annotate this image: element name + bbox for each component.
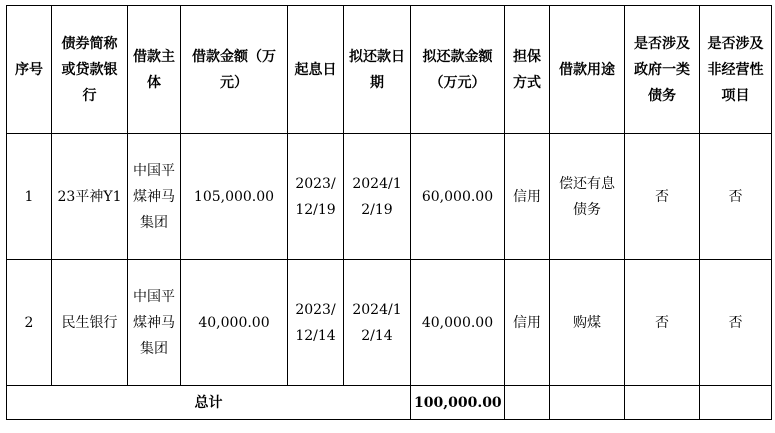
header-purpose: 借款用途 bbox=[550, 6, 625, 134]
table-row bbox=[7, 260, 772, 386]
header-lender: 债券简称或贷款银行 bbox=[52, 6, 128, 134]
row-guarantee: 信用 bbox=[505, 260, 550, 386]
row-amount: 105,000.00 bbox=[181, 134, 288, 260]
header-gov-debt: 是否涉及政府一类债务 bbox=[625, 6, 700, 134]
header-guarantee: 担保方式 bbox=[505, 6, 550, 134]
row-borrower: 中国平煤神马集团 bbox=[128, 260, 181, 386]
header-non-operating: 是否涉及非经营性项目 bbox=[700, 6, 772, 134]
total-empty-cell bbox=[625, 386, 700, 420]
total-empty-cell bbox=[700, 386, 772, 420]
row-start-date: 2023/12/19 bbox=[288, 134, 344, 260]
total-row bbox=[7, 386, 772, 420]
row-purpose: 购煤 bbox=[550, 260, 625, 386]
header-repay-amount: 拟还款金额（万元） bbox=[411, 6, 505, 134]
row-repay-date: 2024/12/14 bbox=[344, 260, 411, 386]
loan-repayment-table bbox=[6, 5, 772, 420]
total-empty-cell bbox=[505, 386, 550, 420]
row-non-operating: 否 bbox=[700, 260, 772, 386]
total-empty-cell bbox=[550, 386, 625, 420]
row-index: 2 bbox=[7, 260, 52, 386]
header-borrower: 借款主体 bbox=[128, 6, 181, 134]
row-borrower: 中国平煤神马集团 bbox=[128, 134, 181, 260]
header-start-date: 起息日 bbox=[288, 6, 344, 134]
row-repay-amount: 60,000.00 bbox=[411, 134, 505, 260]
row-repay-date: 2024/12/19 bbox=[344, 134, 411, 260]
row-repay-amount: 40,000.00 bbox=[411, 260, 505, 386]
header-repay-date: 拟还款日期 bbox=[344, 6, 411, 134]
row-gov-debt: 否 bbox=[625, 260, 700, 386]
header-index: 序号 bbox=[7, 6, 52, 134]
row-gov-debt: 否 bbox=[625, 134, 700, 260]
total-repay-amount: 100,000.00 bbox=[411, 386, 505, 420]
row-lender: 23平神Y1 bbox=[52, 134, 128, 260]
row-amount: 40,000.00 bbox=[181, 260, 288, 386]
row-guarantee: 信用 bbox=[505, 134, 550, 260]
header-row bbox=[7, 6, 772, 134]
row-start-date: 2023/12/14 bbox=[288, 260, 344, 386]
row-purpose: 偿还有息债务 bbox=[550, 134, 625, 260]
table-row bbox=[7, 134, 772, 260]
total-label: 总计 bbox=[7, 386, 411, 420]
row-non-operating: 否 bbox=[700, 134, 772, 260]
row-lender: 民生银行 bbox=[52, 260, 128, 386]
header-amount: 借款金额（万元） bbox=[181, 6, 288, 134]
row-index: 1 bbox=[7, 134, 52, 260]
